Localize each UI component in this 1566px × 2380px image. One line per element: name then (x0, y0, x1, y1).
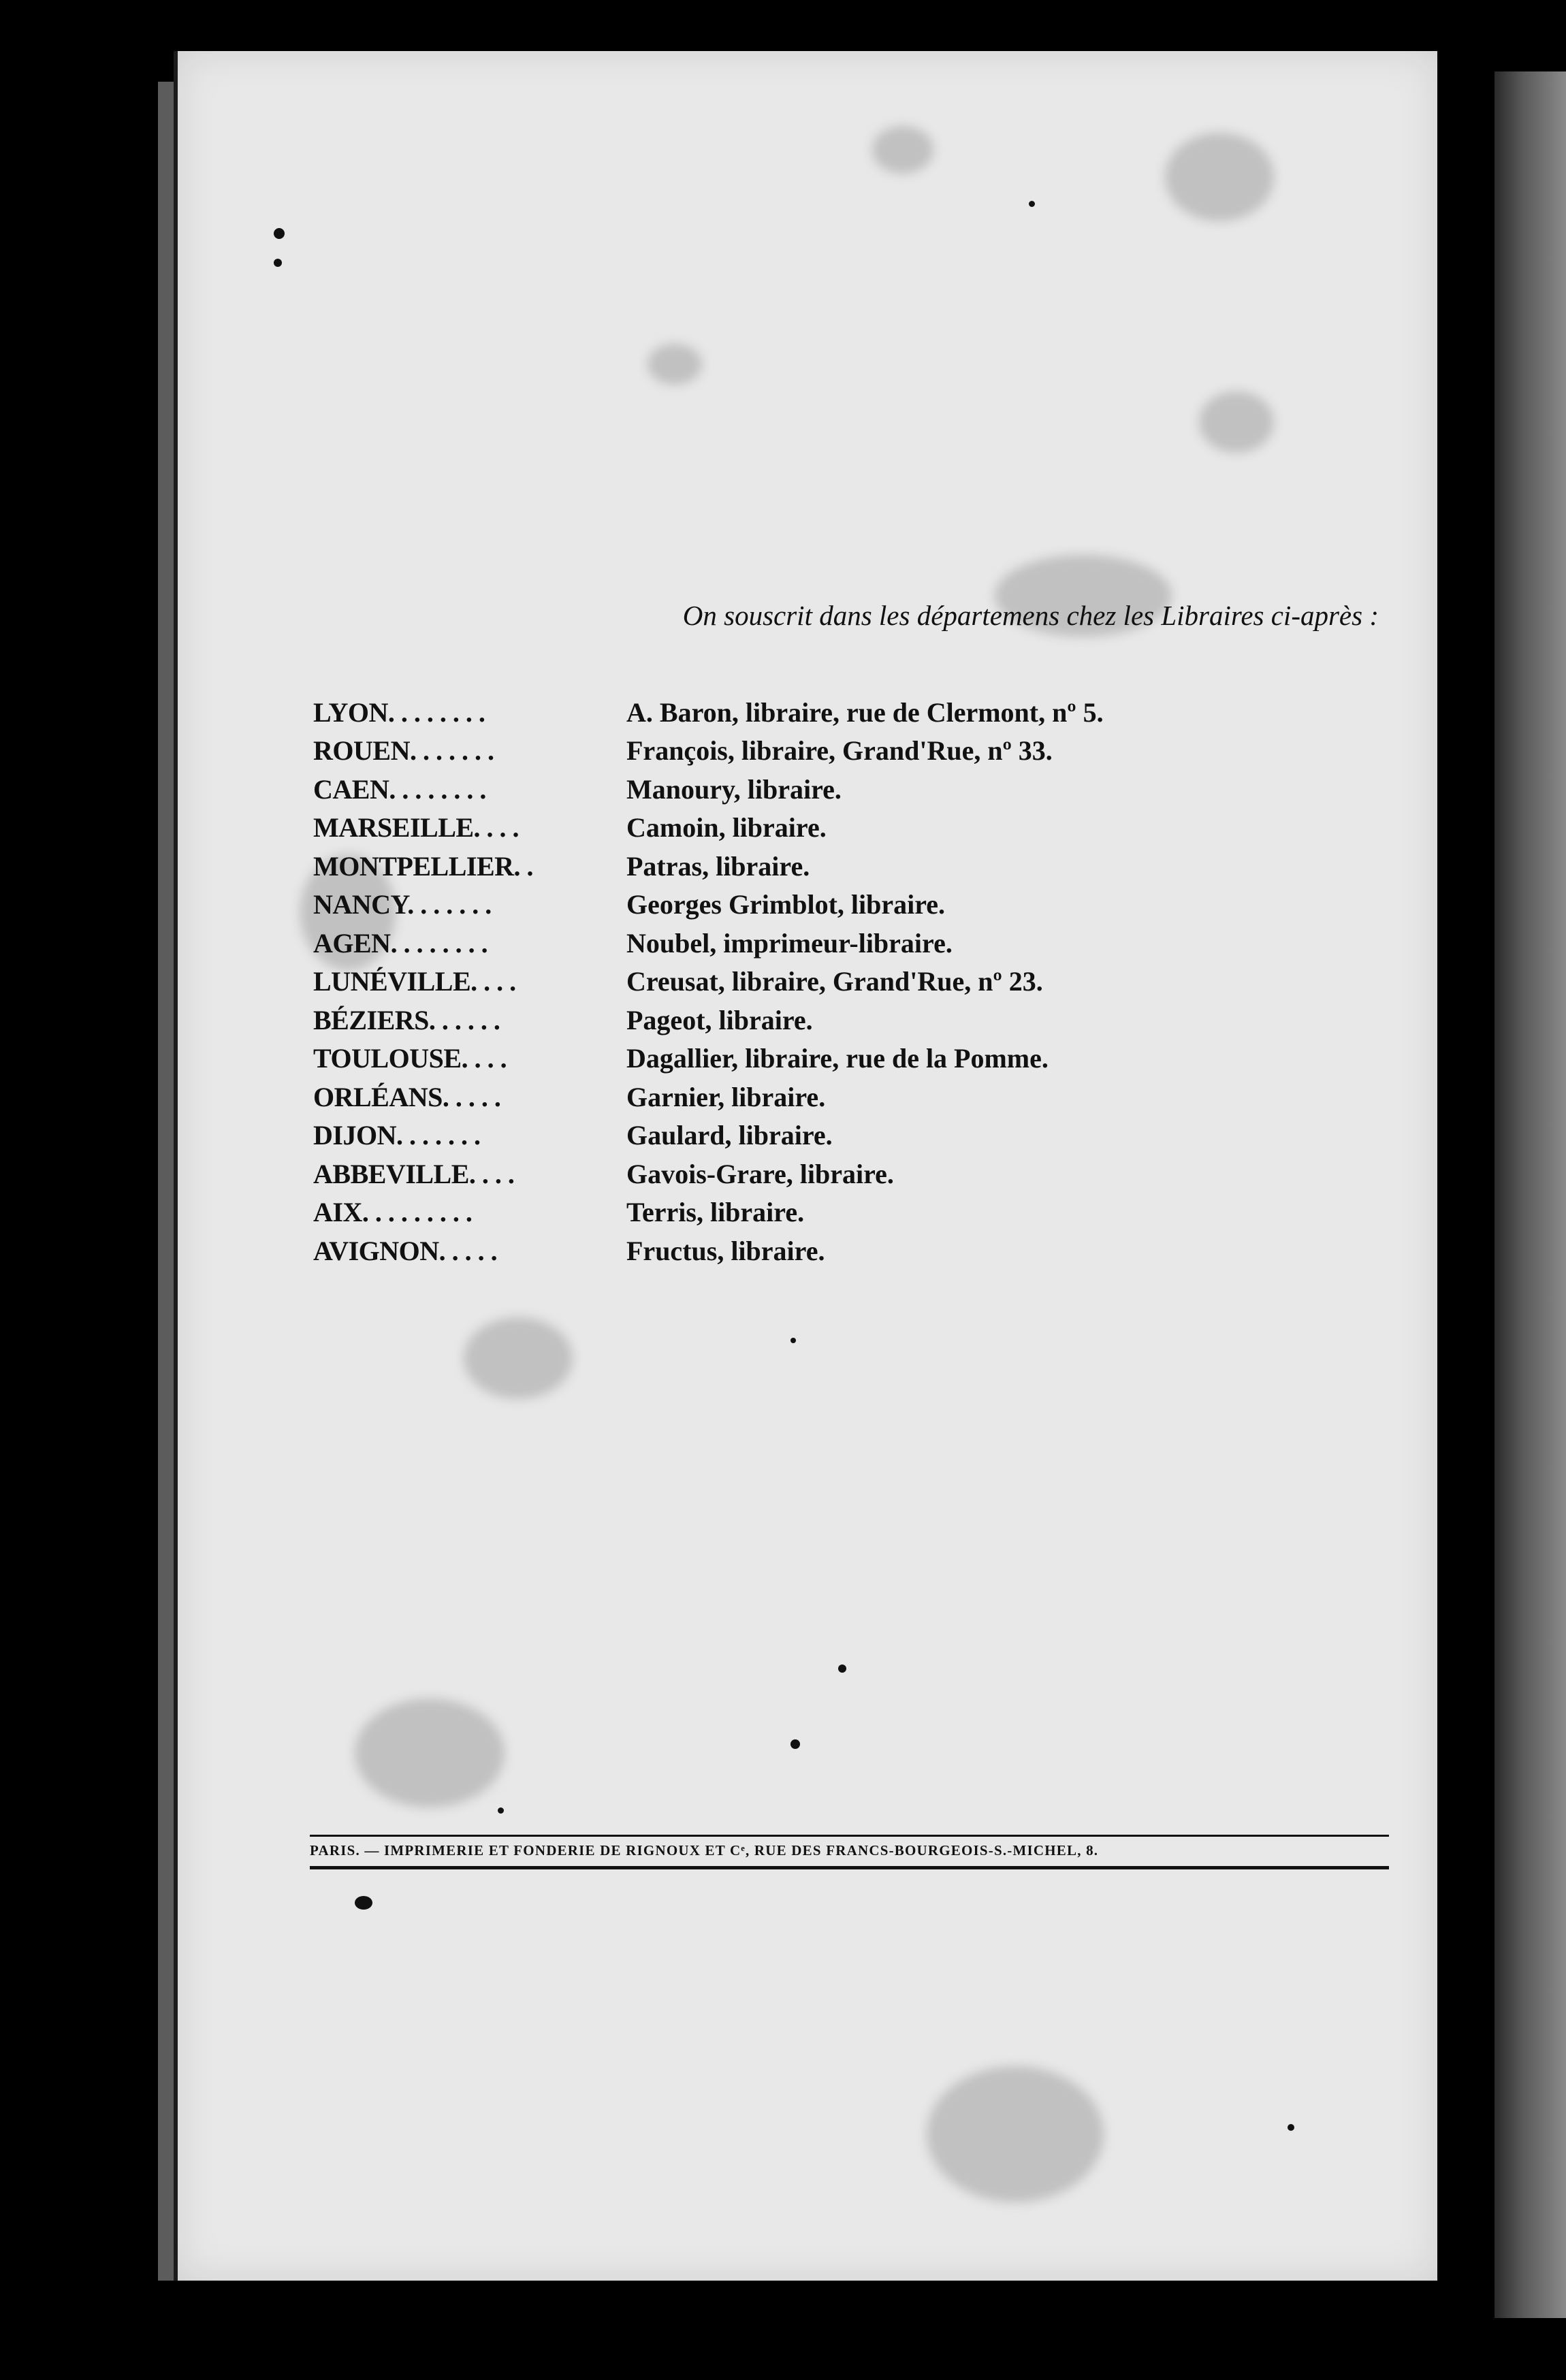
subscription-heading: On souscrit dans les départemens chez les Libraires ci-après : (682, 600, 1379, 631)
list-item (313, 1078, 1403, 1116)
list-item (313, 809, 1403, 848)
city-name: ABBEVILLE. . . . (313, 1158, 515, 1189)
bookseller-name: Pageot, libraire. (626, 1004, 813, 1035)
ink-speck (274, 259, 282, 267)
imprint-text: PARIS. — IMPRIMERIE ET FONDERIE DE RIGNOUX ET Cᵉ, RUE DES FRANCS-BOURGEOIS-S.-MICHEL, 8. (310, 1842, 1099, 1859)
bookseller-name: Terris, libraire. (626, 1197, 805, 1228)
bookseller-name: Gavois-Grare, libraire. (626, 1158, 894, 1189)
bookseller-name: A. Baron, libraire, rue de Clermont, nº 5. (626, 696, 1104, 728)
city-name: TOULOUSE. . . . (313, 1043, 507, 1074)
bookseller-name: Dagallier, libraire, rue de la Pomme. (626, 1043, 1049, 1074)
city-name: AVIGNON. . . . . (313, 1235, 498, 1266)
ink-speck (790, 1739, 800, 1749)
bookseller-name: Garnier, libraire. (626, 1081, 826, 1112)
foxing-stain (355, 1699, 505, 1807)
list-item (313, 770, 1403, 809)
list-item (313, 1193, 1403, 1232)
list-item (313, 963, 1403, 1001)
bookseller-name: Manoury, libraire. (626, 773, 842, 805)
list-item (313, 1116, 1403, 1155)
city-name: CAEN. . . . . . . . (313, 773, 486, 805)
city-name: AIX. . . . . . . . . (313, 1197, 473, 1228)
city-name: LYON. . . . . . . . (313, 696, 485, 728)
city-name: NANCY. . . . . . . (313, 889, 492, 920)
city-name: MARSEILLE. . . . (313, 812, 520, 843)
foxing-stain (1165, 133, 1274, 221)
city-name: MONTPELLIER. . (313, 850, 534, 882)
bookseller-name: Noubel, imprimeur-libraire. (626, 927, 953, 959)
list-item (313, 1155, 1403, 1193)
foxing-stain (1199, 391, 1274, 453)
ink-speck (355, 1896, 372, 1910)
city-name: AGEN. . . . . . . . (313, 927, 488, 959)
ink-speck (838, 1665, 846, 1673)
ink-speck (274, 228, 285, 239)
city-name: ROUEN. . . . . . . (313, 735, 494, 767)
city-name: BÉZIERS. . . . . . (313, 1004, 500, 1035)
foxing-stain (464, 1317, 573, 1399)
bookseller-name: Patras, libraire. (626, 850, 810, 882)
list-item (313, 1040, 1403, 1078)
list-item (313, 732, 1403, 771)
city-name: ORLÉANS. . . . . (313, 1081, 501, 1112)
bookseller-name: Creusat, libraire, Grand'Rue, nº 23. (626, 966, 1043, 997)
bookseller-name: François, libraire, Grand'Rue, nº 33. (626, 735, 1053, 767)
foxing-stain (927, 2066, 1104, 2202)
bookseller-name: Fructus, libraire. (626, 1235, 825, 1266)
city-name: LUNÉVILLE. . . . (313, 966, 516, 997)
ink-speck (790, 1338, 796, 1343)
list-item (313, 886, 1403, 924)
ink-speck (1288, 2124, 1294, 2131)
list-item (313, 847, 1403, 886)
ink-speck (1029, 201, 1035, 207)
list-item (313, 693, 1403, 732)
foxing-stain (648, 344, 702, 385)
list-item (313, 1232, 1403, 1270)
foxing-stain (872, 126, 933, 174)
city-name: DIJON. . . . . . . (313, 1120, 481, 1151)
printer-imprint (310, 1835, 1389, 1869)
list-item (313, 1001, 1403, 1040)
ink-speck (498, 1807, 504, 1814)
divider (310, 1866, 1389, 1869)
list-item (313, 924, 1403, 963)
adjacent-page-edge (1495, 71, 1566, 2318)
bookseller-name: Gaulard, libraire. (626, 1120, 833, 1151)
bookseller-name: Georges Grimblot, libraire. (626, 889, 946, 920)
bookseller-list (313, 693, 1403, 1270)
bookseller-name: Camoin, libraire. (626, 812, 827, 843)
